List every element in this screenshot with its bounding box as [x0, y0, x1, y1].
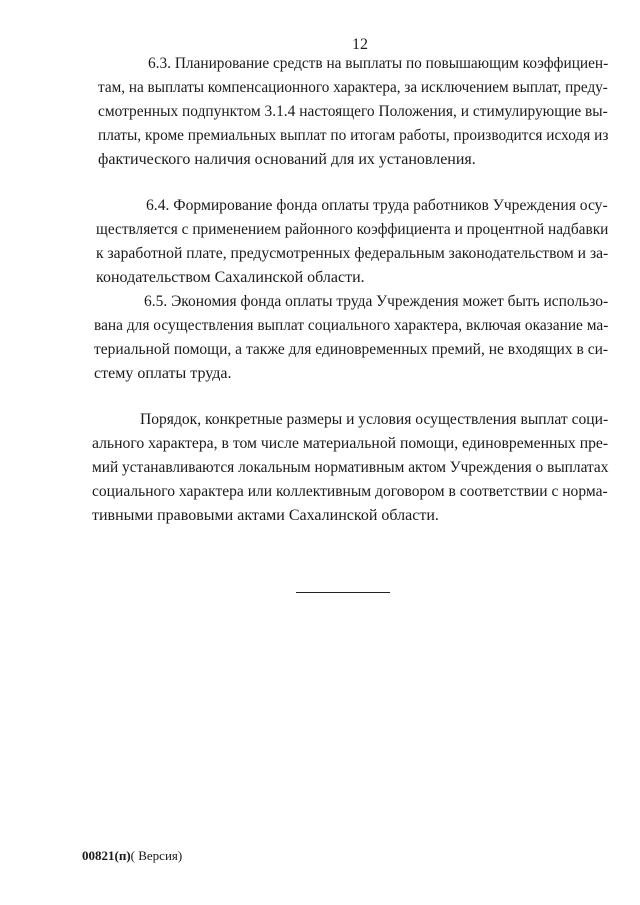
paragraph-line: конодательством Сахалинской области. [96, 269, 365, 286]
paragraph-line: стему оплаты труда. [94, 365, 232, 382]
paragraph-line: фактического наличия оснований для их установления. [98, 151, 476, 168]
page-number: 12 [352, 36, 368, 53]
footer-document-code [82, 848, 182, 864]
paragraph-line: ществляется с применением районного коэффициента и процентной надбавки [96, 221, 609, 238]
paragraph-line: мий устанавливаются локальным нормативным актом Учреждения о выплатах [92, 459, 609, 476]
footer-code: 00821(п) [82, 848, 131, 863]
paragraph-line: 6.4. Формирование фонда оплаты труда работников Учреждения осу- [146, 197, 608, 214]
paragraph-line: к заработной плате, предусмотренных федеральным законодательством и за- [96, 245, 609, 262]
paragraph-line: Порядок, конкретные размеры и условия осуществления выплат соци- [140, 411, 609, 428]
paragraph-line: ального характера, в том числе материальной помощи, единовременных пре- [92, 435, 609, 452]
footer-version: ( Версия) [130, 848, 183, 863]
end-divider [296, 592, 390, 593]
paragraph-line: териальной помощи, а также для единовременных премий, не входящих в си- [94, 341, 609, 358]
paragraph-line: там, на выплаты компенсационного характера, за исключением выплат, преду- [98, 79, 608, 96]
paragraph-line: 6.5. Экономия фонда оплаты труда Учреждения может быть использо- [144, 293, 609, 310]
paragraph-line: платы, кроме премиальных выплат по итогам работы, производится исходя из [98, 127, 609, 144]
paragraph-line: 6.3. Планирование средств на выплаты по повышающим коэффициен- [148, 55, 609, 72]
paragraph-line: социального характера или коллективным договором в соответствии с норма- [92, 483, 608, 500]
paragraph-line: тивными правовыми актами Сахалинской области. [92, 507, 439, 524]
paragraph-line: вана для осуществления выплат социального характера, включая оказание ма- [94, 317, 609, 334]
paragraph-line: смотренных подпунктом 3.1.4 настоящего Положения, и стимулирующие вы- [98, 103, 608, 120]
